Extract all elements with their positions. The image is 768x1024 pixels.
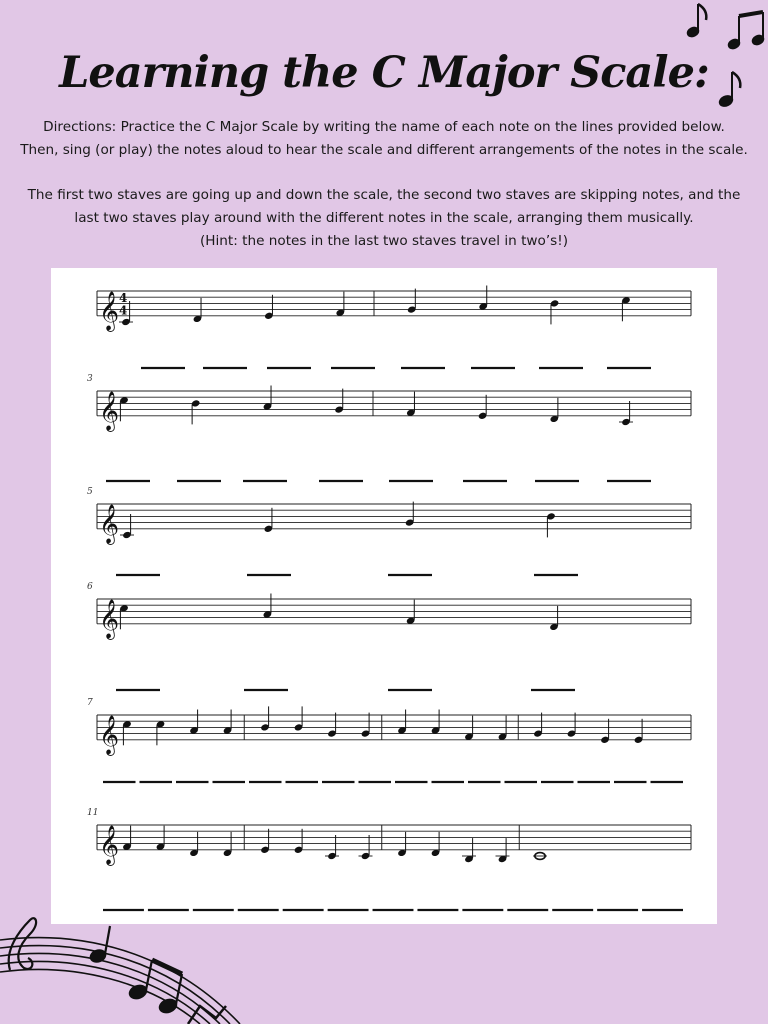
staff-system — [97, 286, 691, 369]
measure-number: 11 — [87, 808, 99, 818]
time-signature-bottom: 4 — [119, 303, 128, 318]
explanation-line: The first two staves are going up and down the scale, the second two staves are skipping notes, and the — [27, 187, 741, 203]
measure-number: 5 — [87, 487, 93, 497]
treble-clef-icon: 𝄞 — [99, 390, 120, 431]
staff-system — [87, 808, 691, 910]
hint-line: (Hint: the notes in the last two staves travel in two’s!) — [199, 233, 569, 249]
staff-system — [87, 487, 691, 575]
time-signature-top: 4 — [119, 291, 128, 305]
measure-number: 7 — [87, 698, 93, 708]
score-canvas — [51, 268, 717, 924]
treble-clef-icon: 𝄞 — [99, 503, 120, 544]
treble-clef-icon: 𝄞 — [99, 714, 120, 755]
staff-system — [87, 698, 691, 782]
measure-number: 3 — [87, 374, 93, 384]
staff-system — [87, 582, 691, 690]
music-staff-swirl-icon — [0, 910, 260, 1024]
sheet-music — [51, 268, 717, 924]
treble-clef-icon: 𝄞 — [99, 824, 120, 865]
explanation-line: last two staves play around with the different notes in the scale, arranging them musically. — [74, 210, 694, 226]
staff-system — [87, 374, 691, 481]
directions-line: Directions: Practice the C Major Scale by writing the name of each note on the lines provided below. — [43, 119, 725, 135]
music-notes-icon — [676, 0, 768, 115]
measure-number: 6 — [87, 582, 93, 592]
treble-clef-icon: 𝄞 — [99, 290, 120, 331]
directions-line: Then, sing (or play) the notes aloud to hear the scale and different arrangements of the notes in the scale. — [20, 142, 748, 158]
staves-explanation — [10, 184, 758, 253]
directions-paragraph — [10, 116, 758, 162]
treble-clef-icon: 𝄞 — [99, 598, 120, 639]
page-title: Learning the C Major Scale: — [59, 48, 709, 98]
